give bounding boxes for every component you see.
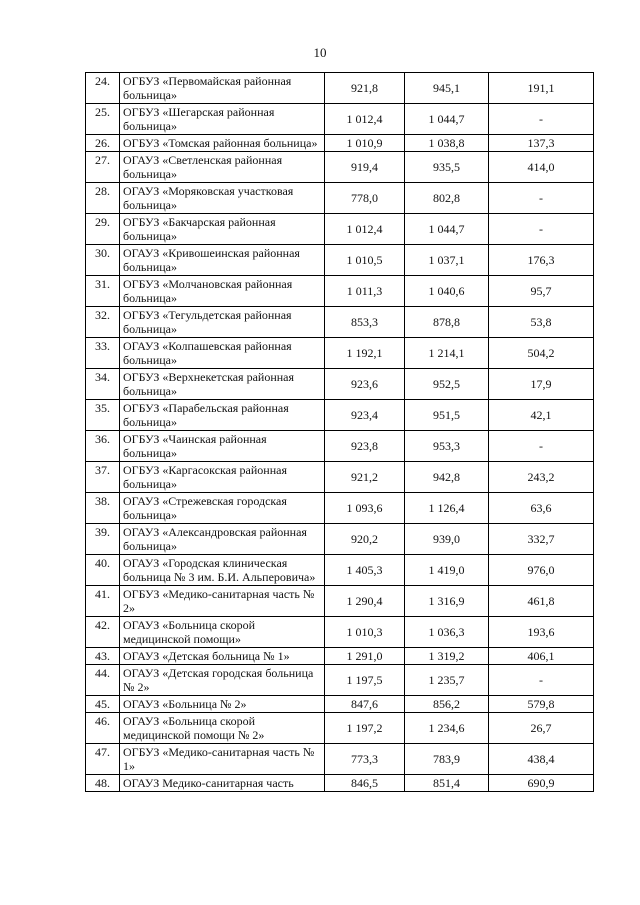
table-row: [86, 369, 594, 400]
value-2-cell: 1 319,2: [405, 648, 489, 665]
value-2-cell: 1 036,3: [405, 617, 489, 648]
value-2-cell: 1 044,7: [405, 104, 489, 135]
table-row: [86, 431, 594, 462]
facility-name-cell: ОГАУЗ «Детская городская больница № 2»: [120, 665, 325, 696]
facility-name-cell: ОГАУЗ «Александровская районная больница»: [120, 524, 325, 555]
value-1-cell: 923,8: [325, 431, 405, 462]
table-row: [86, 493, 594, 524]
value-1-cell: 1 093,6: [325, 493, 405, 524]
table-row: [86, 775, 594, 792]
table-row: [86, 462, 594, 493]
row-number-cell: 29.: [86, 214, 120, 245]
page-number: 10: [313, 45, 327, 60]
row-number-cell: 38.: [86, 493, 120, 524]
table-row: [86, 152, 594, 183]
facility-name-cell: ОГАУЗ «Моряковская участковая больница»: [120, 183, 325, 214]
facility-name-cell: ОГБУЗ «Медико-санитарная часть № 1»: [120, 744, 325, 775]
value-1-cell: 1 197,2: [325, 713, 405, 744]
value-2-cell: 1 038,8: [405, 135, 489, 152]
value-3-cell: 193,6: [489, 617, 594, 648]
value-2-cell: 1 040,6: [405, 276, 489, 307]
row-number-cell: 27.: [86, 152, 120, 183]
value-1-cell: 1 012,4: [325, 214, 405, 245]
value-2-cell: 1 126,4: [405, 493, 489, 524]
value-3-cell: -: [489, 183, 594, 214]
value-3-cell: 461,8: [489, 586, 594, 617]
row-number-cell: 35.: [86, 400, 120, 431]
value-3-cell: 579,8: [489, 696, 594, 713]
facility-name-cell: ОГБУЗ «Медико-санитарная часть № 2»: [120, 586, 325, 617]
table-row: [86, 214, 594, 245]
value-1-cell: 847,6: [325, 696, 405, 713]
value-1-cell: 921,2: [325, 462, 405, 493]
facility-name-cell: ОГБУЗ «Молчановская районная больница»: [120, 276, 325, 307]
table-row: [86, 713, 594, 744]
value-3-cell: 504,2: [489, 338, 594, 369]
value-3-cell: 95,7: [489, 276, 594, 307]
facility-name-cell: ОГАУЗ «Колпашевская районная больница»: [120, 338, 325, 369]
value-2-cell: 952,5: [405, 369, 489, 400]
value-2-cell: 1 234,6: [405, 713, 489, 744]
row-number-cell: 46.: [86, 713, 120, 744]
value-1-cell: 1 010,9: [325, 135, 405, 152]
value-3-cell: 53,8: [489, 307, 594, 338]
hospital-table: [85, 72, 594, 792]
row-number-cell: 37.: [86, 462, 120, 493]
facility-name-cell: ОГБУЗ «Первомайская районная больница»: [120, 73, 325, 104]
value-3-cell: -: [489, 214, 594, 245]
value-3-cell: 137,3: [489, 135, 594, 152]
value-1-cell: 1 010,3: [325, 617, 405, 648]
value-2-cell: 1 316,9: [405, 586, 489, 617]
row-number-cell: 30.: [86, 245, 120, 276]
value-1-cell: 1 010,5: [325, 245, 405, 276]
value-3-cell: 26,7: [489, 713, 594, 744]
value-1-cell: 1 012,4: [325, 104, 405, 135]
value-2-cell: 802,8: [405, 183, 489, 214]
table-row: [86, 586, 594, 617]
value-1-cell: 773,3: [325, 744, 405, 775]
facility-name-cell: ОГБУЗ «Тегульдетская районная больница»: [120, 307, 325, 338]
row-number-cell: 39.: [86, 524, 120, 555]
value-3-cell: 690,9: [489, 775, 594, 792]
value-3-cell: 191,1: [489, 73, 594, 104]
value-1-cell: 923,4: [325, 400, 405, 431]
table-row: [86, 307, 594, 338]
value-3-cell: -: [489, 665, 594, 696]
value-3-cell: 42,1: [489, 400, 594, 431]
facility-name-cell: ОГАУЗ «Стрежевская городская больница»: [120, 493, 325, 524]
value-3-cell: 976,0: [489, 555, 594, 586]
row-number-cell: 24.: [86, 73, 120, 104]
table-row: [86, 276, 594, 307]
row-number-cell: 41.: [86, 586, 120, 617]
row-number-cell: 33.: [86, 338, 120, 369]
value-1-cell: 1 011,3: [325, 276, 405, 307]
value-1-cell: 923,6: [325, 369, 405, 400]
value-1-cell: 1 197,5: [325, 665, 405, 696]
row-number-cell: 44.: [86, 665, 120, 696]
row-number-cell: 48.: [86, 775, 120, 792]
table-row: [86, 555, 594, 586]
value-2-cell: 878,8: [405, 307, 489, 338]
value-2-cell: 945,1: [405, 73, 489, 104]
facility-name-cell: ОГАУЗ Медико-санитарная часть: [120, 775, 325, 792]
row-number-cell: 28.: [86, 183, 120, 214]
table-row: [86, 400, 594, 431]
facility-name-cell: ОГАУЗ «Больница № 2»: [120, 696, 325, 713]
facility-name-cell: ОГБУЗ «Верхнекетская районная больница»: [120, 369, 325, 400]
table-row: [86, 104, 594, 135]
facility-name-cell: ОГАУЗ «Больница скорой медицинской помощи № 2»: [120, 713, 325, 744]
value-2-cell: 1 235,7: [405, 665, 489, 696]
table-row: [86, 696, 594, 713]
row-number-cell: 45.: [86, 696, 120, 713]
row-number-cell: 36.: [86, 431, 120, 462]
value-2-cell: 856,2: [405, 696, 489, 713]
table-row: [86, 648, 594, 665]
value-3-cell: 63,6: [489, 493, 594, 524]
value-1-cell: 853,3: [325, 307, 405, 338]
value-3-cell: 438,4: [489, 744, 594, 775]
facility-name-cell: ОГАУЗ «Кривошеинская районная больница»: [120, 245, 325, 276]
value-2-cell: 1 214,1: [405, 338, 489, 369]
row-number-cell: 42.: [86, 617, 120, 648]
value-2-cell: 935,5: [405, 152, 489, 183]
table-row: [86, 183, 594, 214]
value-2-cell: 953,3: [405, 431, 489, 462]
facility-name-cell: ОГАУЗ «Больница скорой медицинской помощи»: [120, 617, 325, 648]
value-1-cell: 1 290,4: [325, 586, 405, 617]
table-row: [86, 245, 594, 276]
row-number-cell: 43.: [86, 648, 120, 665]
value-3-cell: 406,1: [489, 648, 594, 665]
facility-name-cell: ОГБУЗ «Томская районная больница»: [120, 135, 325, 152]
facility-name-cell: ОГБУЗ «Бакчарская районная больница»: [120, 214, 325, 245]
facility-name-cell: ОГАУЗ «Детская больница № 1»: [120, 648, 325, 665]
value-1-cell: 1 291,0: [325, 648, 405, 665]
value-1-cell: 1 192,1: [325, 338, 405, 369]
value-1-cell: 1 405,3: [325, 555, 405, 586]
hospital-table-body: [86, 73, 594, 792]
value-1-cell: 920,2: [325, 524, 405, 555]
value-3-cell: 243,2: [489, 462, 594, 493]
value-1-cell: 846,5: [325, 775, 405, 792]
facility-name-cell: ОГАУЗ «Городская клиническая больница № 3 им. Б.И. Альперовича»: [120, 555, 325, 586]
value-2-cell: 851,4: [405, 775, 489, 792]
value-3-cell: 332,7: [489, 524, 594, 555]
facility-name-cell: ОГБУЗ «Парабельская районная больница»: [120, 400, 325, 431]
row-number-cell: 25.: [86, 104, 120, 135]
table-row: [86, 135, 594, 152]
table-row: [86, 338, 594, 369]
value-3-cell: -: [489, 431, 594, 462]
table-row: [86, 617, 594, 648]
value-2-cell: 783,9: [405, 744, 489, 775]
row-number-cell: 31.: [86, 276, 120, 307]
facility-name-cell: ОГБУЗ «Каргасокская районная больница»: [120, 462, 325, 493]
value-2-cell: 942,8: [405, 462, 489, 493]
value-1-cell: 778,0: [325, 183, 405, 214]
table-row: [86, 524, 594, 555]
value-3-cell: 176,3: [489, 245, 594, 276]
value-1-cell: 921,8: [325, 73, 405, 104]
value-2-cell: 939,0: [405, 524, 489, 555]
facility-name-cell: ОГБУЗ «Чаинская районная больница»: [120, 431, 325, 462]
value-2-cell: 1 044,7: [405, 214, 489, 245]
value-3-cell: -: [489, 104, 594, 135]
table-row: [86, 73, 594, 104]
row-number-cell: 32.: [86, 307, 120, 338]
value-2-cell: 1 419,0: [405, 555, 489, 586]
value-2-cell: 951,5: [405, 400, 489, 431]
value-3-cell: 414,0: [489, 152, 594, 183]
value-1-cell: 919,4: [325, 152, 405, 183]
table-row: [86, 744, 594, 775]
row-number-cell: 26.: [86, 135, 120, 152]
facility-name-cell: ОГБУЗ «Шегарская районная больница»: [120, 104, 325, 135]
row-number-cell: 34.: [86, 369, 120, 400]
facility-name-cell: ОГАУЗ «Светленская районная больница»: [120, 152, 325, 183]
table-row: [86, 665, 594, 696]
value-3-cell: 17,9: [489, 369, 594, 400]
value-2-cell: 1 037,1: [405, 245, 489, 276]
row-number-cell: 40.: [86, 555, 120, 586]
row-number-cell: 47.: [86, 744, 120, 775]
